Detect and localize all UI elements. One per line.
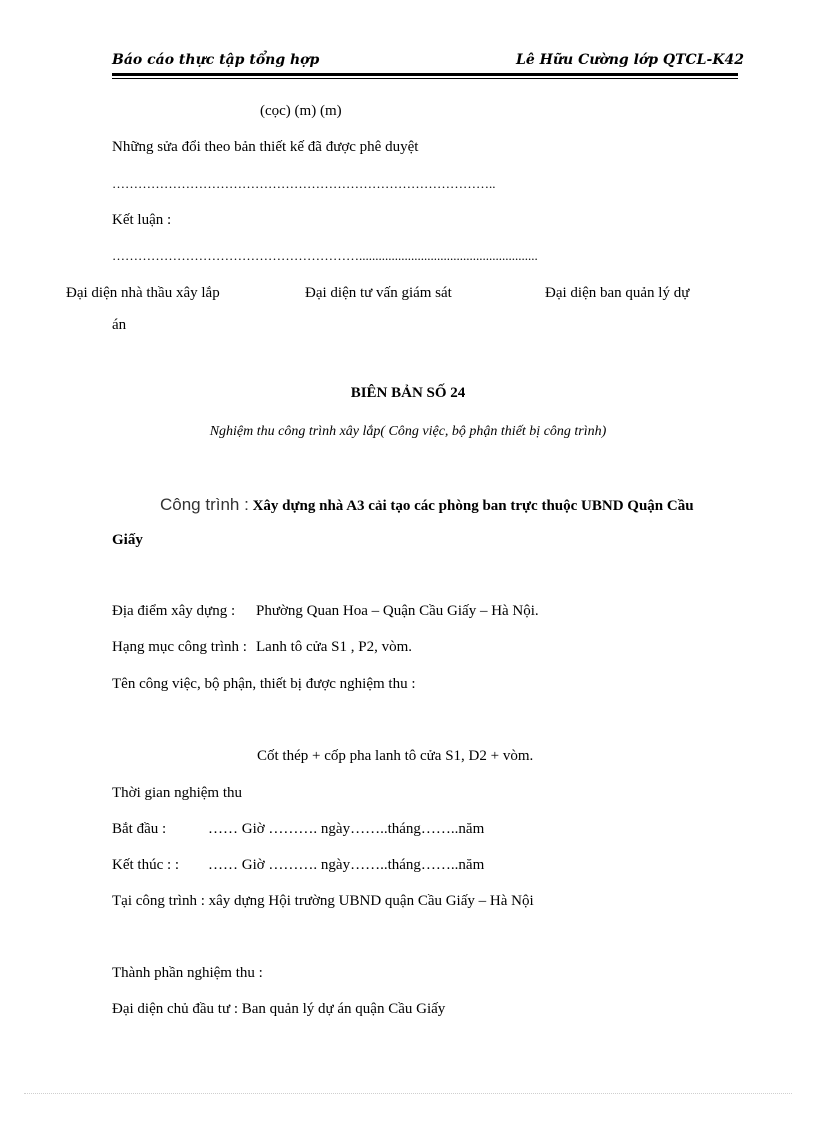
- record-subtitle: Nghiệm thu công trình xây lắp( Công việc, bộ phận thiết bị công trình): [209, 424, 607, 439]
- place-line: Tại công trình : xây dựng Hội trường UBND quận Cầu Giấy – Hà Nội: [112, 893, 534, 909]
- changes-label: Những sửa đổi theo bản thiết kế đã được phê duyệt: [112, 139, 419, 155]
- header-right-author: Lê Hữu Cường lớp QTCL-K42: [516, 52, 744, 68]
- project-name: Xây dựng nhà A3 cải tạo các phòng ban trực thuộc UBND Quận Cầu: [252, 498, 694, 514]
- location-label: Địa điểm xây dựng :: [112, 603, 236, 619]
- header-rule-thick: [112, 73, 738, 76]
- signature-contractor: Đại diện nhà thầu xây lắp: [66, 285, 220, 301]
- units-line: (cọc) (m) (m): [260, 103, 342, 119]
- time-label: Thời gian nghiệm thu: [112, 785, 242, 801]
- members-label: Thành phần nghiệm thu :: [112, 965, 263, 981]
- dotted-fill-line-1: ……………………………………………………………………………..: [112, 176, 496, 191]
- page-bottom-divider: [24, 1093, 792, 1094]
- project-line: [160, 495, 694, 515]
- items-value: Cốt thép + cốp pha lanh tô cửa S1, D2 + vòm.: [257, 748, 534, 764]
- start-label: Bắt đầu :: [112, 821, 167, 837]
- project-label: Công trình :: [160, 495, 249, 514]
- signature-management-cont: án: [112, 317, 127, 333]
- end-label: Kết thúc : :: [112, 857, 180, 873]
- start-value: …… Giờ ………. ngày……..tháng……..năm: [208, 821, 485, 837]
- dotted-fill-line-2: ………………………………………………….......................................................: [112, 248, 538, 263]
- category-label: Hạng mục công trình :: [112, 639, 247, 655]
- end-value: …… Giờ ………. ngày……..tháng……..năm: [208, 857, 485, 873]
- owner-line: Đại diện chủ đầu tư : Ban quản lý dự án quận Cầu Giấy: [112, 1001, 446, 1017]
- signature-supervisor: Đại diện tư vấn giám sát: [305, 285, 452, 301]
- signature-management: Đại diện ban quản lý dự: [545, 285, 690, 301]
- location-value: Phường Quan Hoa – Quận Cầu Giấy – Hà Nội.: [256, 603, 539, 619]
- project-name-cont: Giấy: [112, 532, 143, 548]
- header-rule-thin: [112, 78, 738, 79]
- header-left-title: Báo cáo thực tập tổng hợp: [112, 52, 320, 68]
- items-label: Tên công việc, bộ phận, thiết bị được nghiệm thu :: [112, 676, 416, 692]
- conclusion-label: Kết luận :: [112, 212, 172, 228]
- record-title: BIÊN BẢN SỐ 24: [350, 385, 466, 401]
- category-value: Lanh tô cửa S1 , P2, vòm.: [256, 639, 413, 655]
